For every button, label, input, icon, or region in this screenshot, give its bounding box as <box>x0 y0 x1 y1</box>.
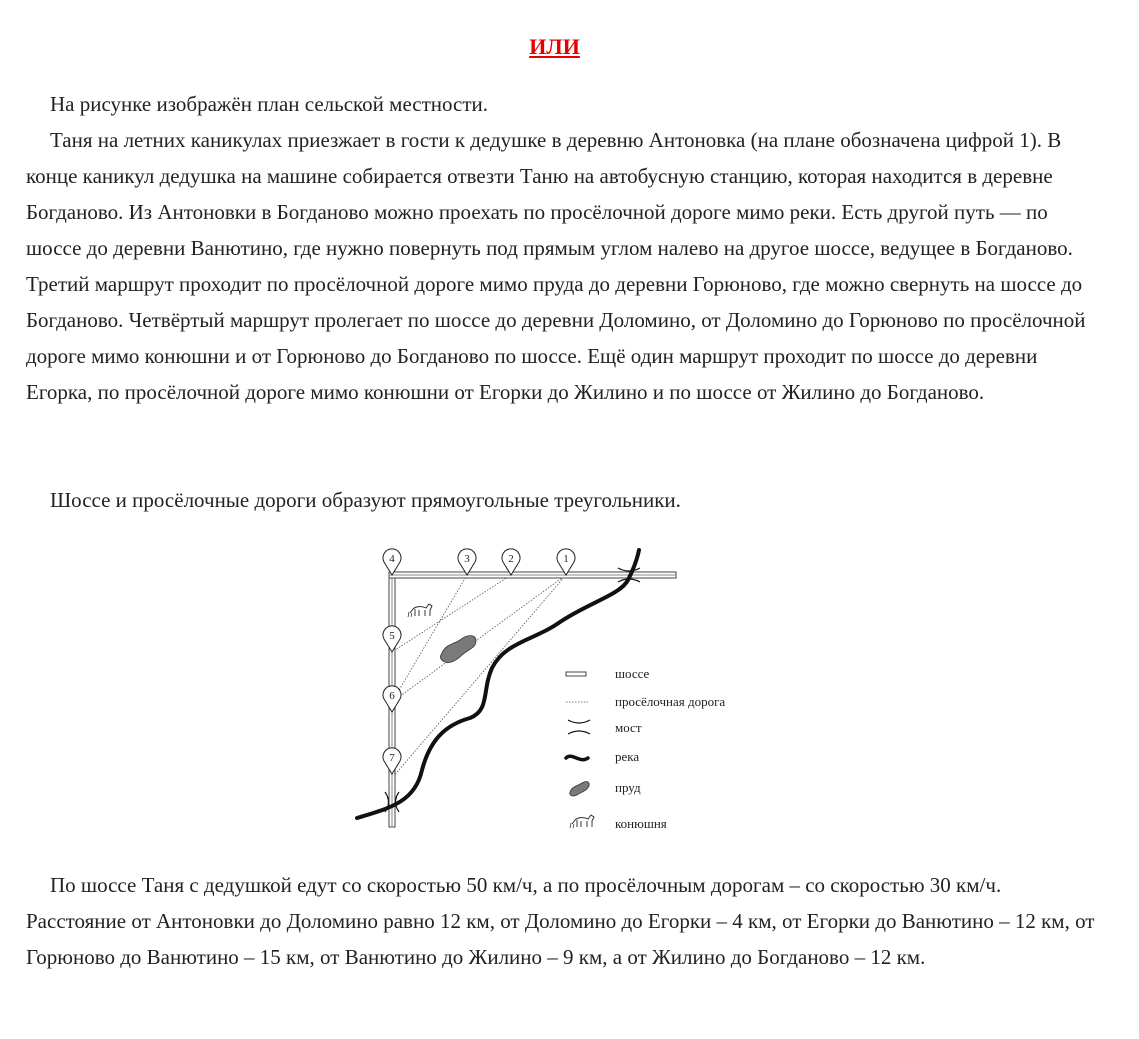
marker-label: 1 <box>563 553 569 565</box>
legend-river-label: река <box>615 749 640 764</box>
legend-pond-label: пруд <box>615 780 641 795</box>
marker-label: 2 <box>508 553 514 565</box>
legend-river-icon <box>566 756 588 759</box>
map-legend <box>566 666 725 831</box>
marker-label: 6 <box>389 690 395 702</box>
dirt-road-3-6 <box>392 575 467 702</box>
dirt-road-1-6 <box>392 575 566 702</box>
marker-label: 7 <box>389 752 395 764</box>
legend-dirt-road-label: просёлочная дорога <box>615 694 726 709</box>
map-marker-2 <box>502 549 520 575</box>
river <box>357 550 639 818</box>
legend-bridge-label: мост <box>615 720 642 735</box>
marker-label: 3 <box>464 553 470 565</box>
legend-bridge-icon <box>568 720 590 734</box>
village-map <box>350 540 770 840</box>
map-marker-4 <box>383 549 401 575</box>
map-marker-5 <box>383 626 401 652</box>
pond <box>441 636 476 663</box>
map-marker-1 <box>557 549 575 575</box>
paragraph-intro: На рисунке изображён план сельской местности. <box>50 92 489 116</box>
stable-icon <box>408 604 432 617</box>
dirt-road-2-5 <box>392 575 511 652</box>
dirt-road-1-7 <box>392 575 566 778</box>
dirt-roads <box>392 575 566 778</box>
legend-highway-symbol <box>566 672 586 676</box>
marker-label: 5 <box>389 630 395 642</box>
legend-highway-label: шоссе <box>615 666 650 681</box>
legend-pond-icon <box>570 782 589 796</box>
heading-or: ИЛИ <box>529 34 580 59</box>
marker-label: 4 <box>389 553 395 565</box>
legend-stable-icon <box>570 815 594 828</box>
paragraph-triangles: Шоссе и просёлочные дороги образуют прямоугольные треугольники. <box>50 488 681 512</box>
legend-stable-label: конюшня <box>615 816 667 831</box>
paragraph-routes: Таня на летних каникулах приезжает в гости к дедушке в деревню Антоновка (на плане обозначена цифрой 1). В конце каникул дедушка на машине собирается отвезти Таню на автобусную станцию, которая находится в деревне Богданово. Из Антоновки в Богданово можно проехать по просёлочной дороге мимо реки. Есть другой путь — по шоссе до деревни Ванютино, где нужно повернуть под прямым углом налево на другое шоссе, ведущее в Богданово. Третий маршрут проходит по просёлочной дороге мимо пруда до деревни Горюново, где можно свернуть на шоссе до Богданово. Четвёртый маршрут пролегает по шоссе до деревни Доломино, от Доломино до Горюново по просёлочной дороге мимо конюшни и от Горюново до Богданово по шоссе. Ещё один маршрут проходит по шоссе до деревни Егорка, по просёлочной дороге мимо конюшни от Егорки до Жилино и по шоссе от Жилино до Богданово. <box>26 128 1086 404</box>
paragraph-speeds: По шоссе Таня с дедушкой едут со скоростью 50 км/ч, а по просёлочным дорогам – со скоростью 30 км/ч. Расстояние от Антоновки до Доломино равно 12 км, от Доломино до Егорки – 4 км, от Егорки до Ванютино – 12 км, от Горюново до Ванютино – 15 км, от Ванютино до Жилино – 9 км, а от Жилино до Богданово – 12 км. <box>26 873 1095 969</box>
map-marker-7 <box>383 748 401 774</box>
map-marker-3 <box>458 549 476 575</box>
map-marker-6 <box>383 686 401 712</box>
